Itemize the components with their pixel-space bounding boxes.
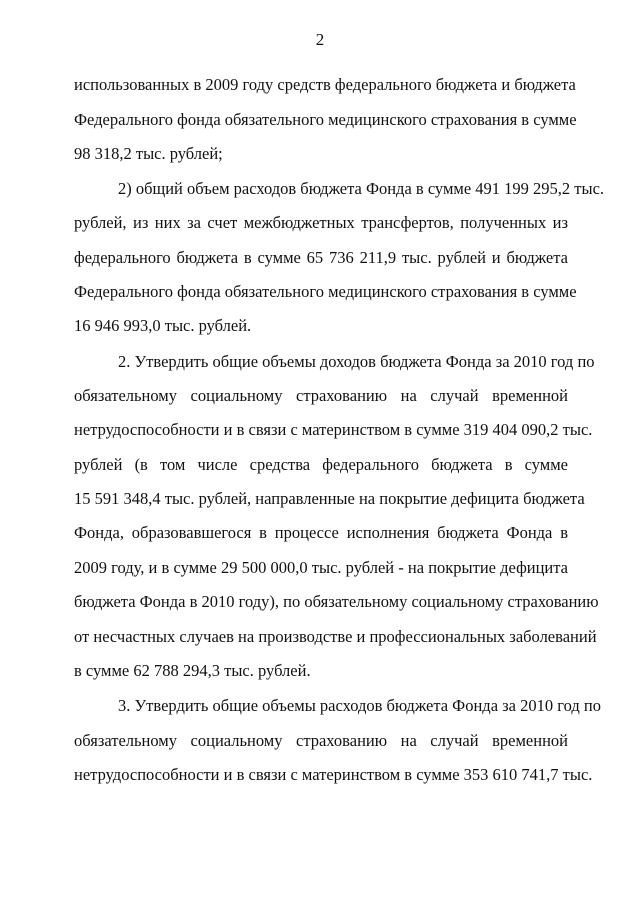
text-line: 2. Утвердить общие объемы доходов бюджета Фонда за 2010 год по	[118, 352, 595, 371]
text-line: бюджета Фонда в 2010 году), по обязательному социальному страхованию	[74, 592, 599, 611]
text-line: от несчастных случаев на производстве и профессиональных заболеваний	[74, 627, 597, 646]
text-line: 98 318,2 тыс. рублей;	[74, 144, 223, 163]
text-line: нетрудоспособности и в связи с материнством в сумме 353 610 741,7 тыс.	[74, 765, 593, 784]
page-number: 2	[315, 30, 325, 49]
text-line: 3. Утвердить общие объемы расходов бюджета Фонда за 2010 год по	[118, 696, 601, 715]
text-line: 2) общий объем расходов бюджета Фонда в сумме 491 199 295,2 тыс.	[118, 179, 605, 198]
text-line: рублей, из них за счет межбюджетных трансфертов, полученных из	[74, 213, 568, 232]
text-line: 2009 году, и в сумме 29 500 000,0 тыс. рублей - на покрытие дефицита	[74, 558, 568, 577]
text-line: Федерального фонда обязательного медицинского страхования в сумме	[74, 282, 577, 301]
text-line: обязательному социальному страхованию на случай временной	[74, 386, 568, 405]
text-line: 16 946 993,0 тыс. рублей.	[74, 316, 252, 335]
text-line: Федерального фонда обязательного медицинского страхования в сумме	[74, 110, 577, 129]
text-line: рублей (в том числе средства федерального бюджета в сумме	[74, 455, 568, 474]
text-line: 15 591 348,4 тыс. рублей, направленные на покрытие дефицита бюджета	[74, 489, 585, 508]
text-line: использованных в 2009 году средств федерального бюджета и бюджета	[74, 75, 576, 94]
text-line: Фонда, образовавшегося в процессе исполнения бюджета Фонда в	[74, 523, 568, 542]
text-line: федерального бюджета в сумме 65 736 211,9 тыс. рублей и бюджета	[74, 248, 568, 267]
text-line: нетрудоспособности и в связи с материнством в сумме 319 404 090,2 тыс.	[74, 420, 593, 439]
text-line: обязательному социальному страхованию на случай временной	[74, 731, 568, 750]
text-line: в сумме 62 788 294,3 тыс. рублей.	[74, 661, 311, 680]
